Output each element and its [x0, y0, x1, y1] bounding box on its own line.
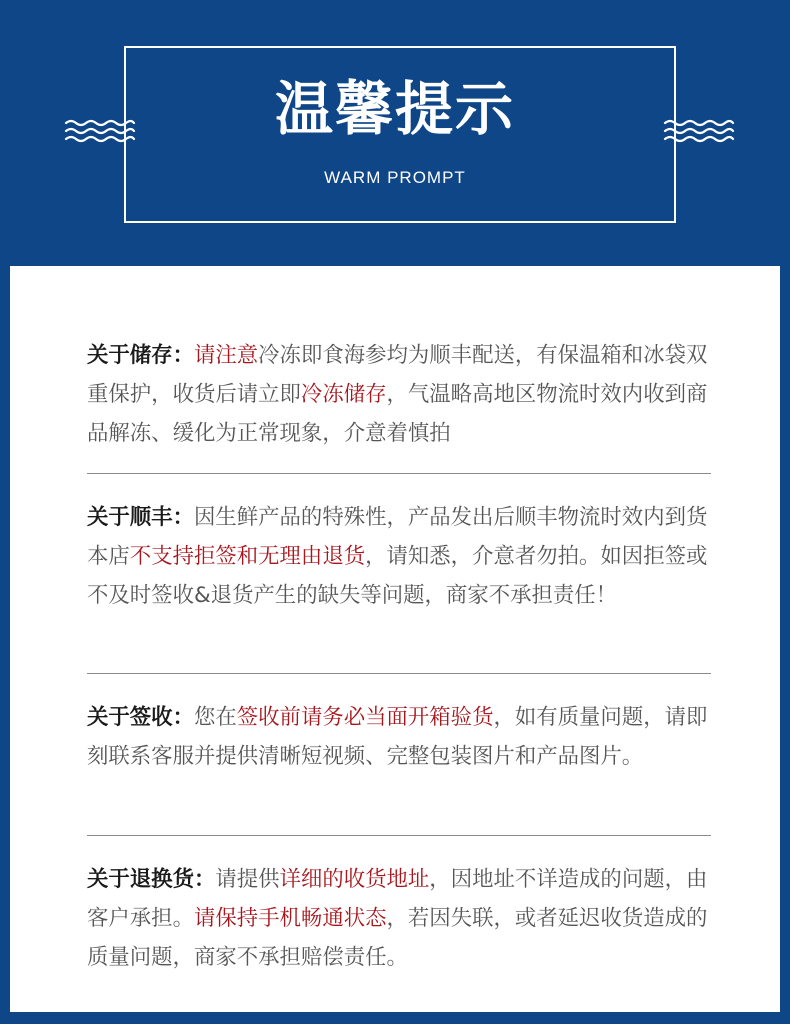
- section-divider: [87, 835, 711, 836]
- section-heading: 关于退换货：: [87, 867, 216, 892]
- section-heading: 关于签收：: [87, 705, 194, 730]
- highlight-text: 冷冻储存: [300, 382, 387, 407]
- body-text: 您在: [193, 705, 237, 730]
- section-heading: 关于储存：: [87, 343, 194, 368]
- highlight-text: 请注意: [193, 343, 259, 368]
- highlight-text: 请保持手机畅通状态: [193, 906, 387, 931]
- section-heading: 关于顺丰：: [87, 505, 194, 530]
- body-text: ，因地址不详造成的问题，由客户承担。: [87, 867, 708, 931]
- body-text: 冷冻即食海参均为顺丰配送，有保温箱和冰袋双重保护，收货后请立即: [87, 343, 708, 407]
- section-divider: [87, 673, 711, 674]
- page-subtitle: WARM PROMPT: [324, 168, 466, 187]
- highlight-text: 详细的收货地址: [279, 867, 430, 892]
- header-banner: [0, 0, 790, 268]
- page-title: 温馨提示: [274, 75, 515, 143]
- body-text: ，请知悉，介意者勿拍。如因拒签或不及时签收&退货产生的缺失等问题，商家不承担责任！: [87, 544, 708, 608]
- body-text: 请提供: [215, 867, 280, 892]
- section-divider: [87, 473, 711, 474]
- body-text: ，若因失联，或者延迟收货造成的质量问题，商家不承担赔偿责任。: [87, 906, 708, 970]
- notice-storage: [87, 336, 727, 453]
- notice-returns: [87, 860, 727, 977]
- notice-panel: [10, 266, 780, 1012]
- body-text: ，如有质量问题，请即刻联系客服并提供清晰短视频、完整包装图片和产品图片。: [87, 705, 708, 769]
- body-text: 因生鲜产品的特殊性，产品发出后顺丰物流时效内到货本店: [87, 505, 708, 569]
- body-text: ，气温略高地区物流时效内收到商品解冻、缓化为正常现象，介意着慎拍: [87, 382, 708, 446]
- notice-signing: [87, 698, 727, 776]
- highlight-text: 不支持拒签和无理由退货: [129, 544, 366, 569]
- highlight-text: 签收前请务必当面开箱验货: [236, 705, 494, 730]
- notice-shipping: [87, 498, 727, 615]
